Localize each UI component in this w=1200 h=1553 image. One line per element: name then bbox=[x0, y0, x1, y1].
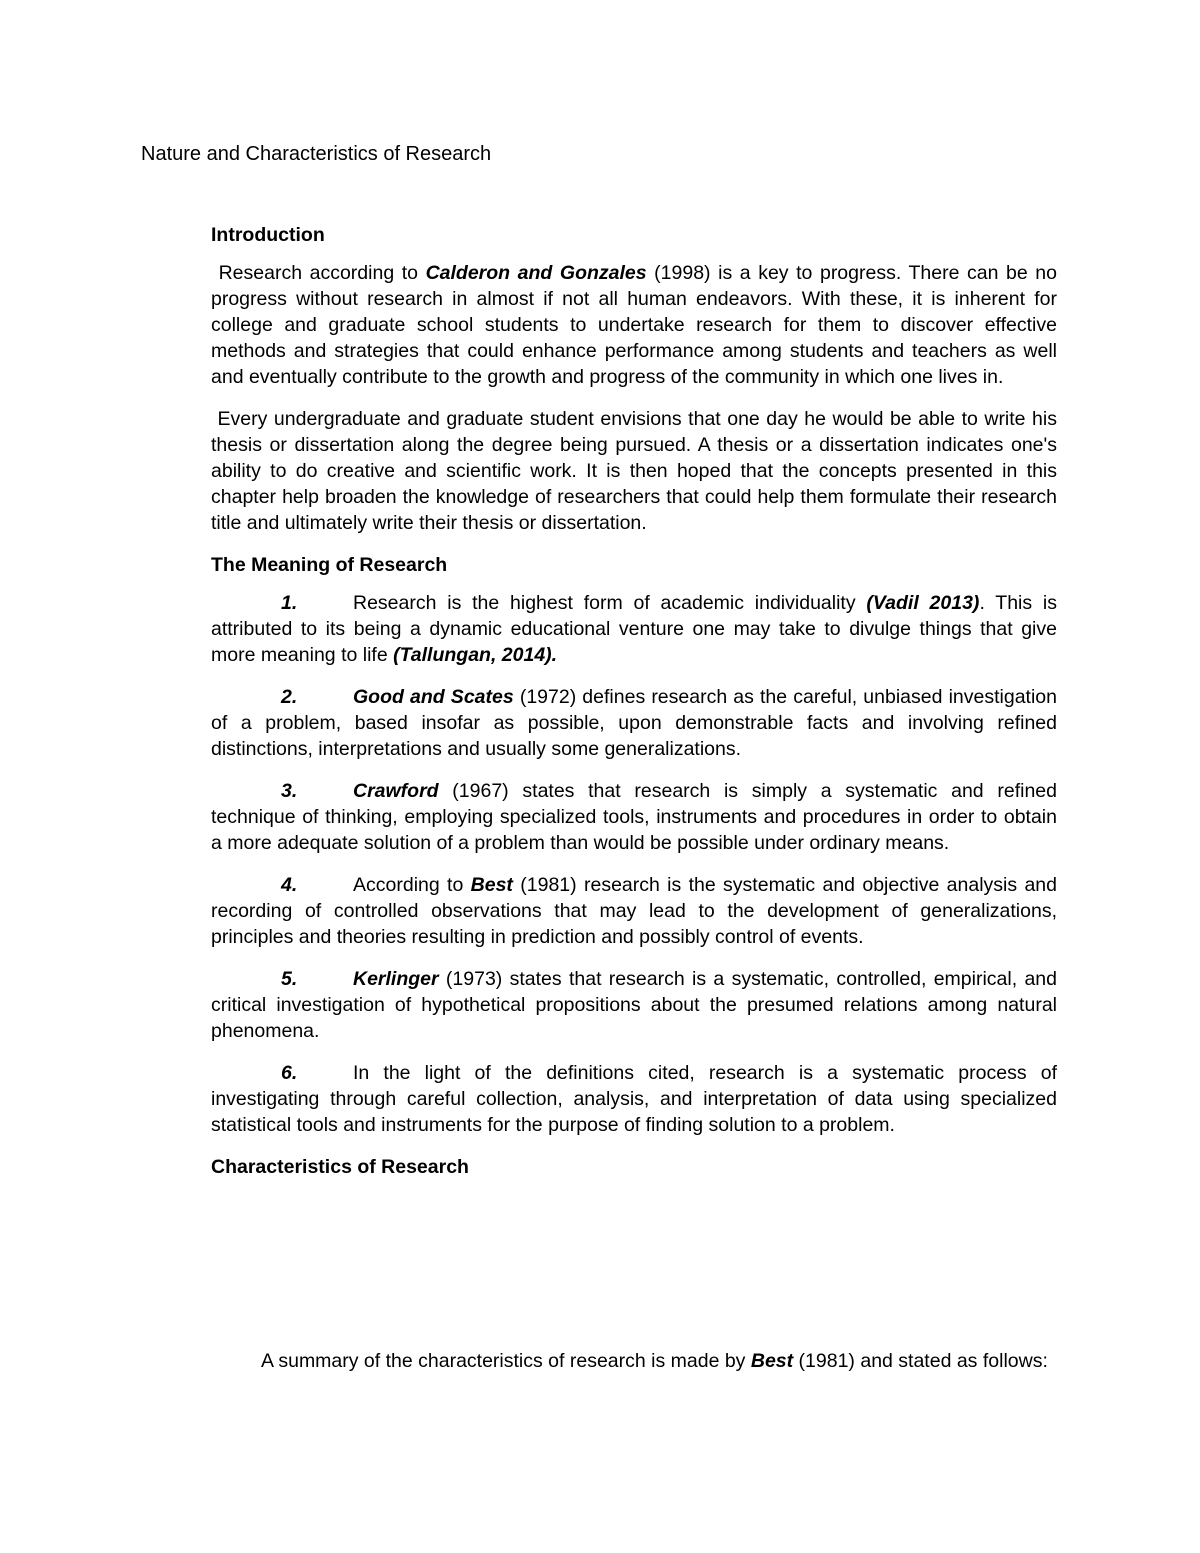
definition-text: (1967) states that research is simply a systematic and refined technique of thinking, employing specialized tools, instruments and procedures in order to obtain a more adequate solution of a problem than would be possible under ordinary means. bbox=[211, 780, 1057, 854]
definition-number: 5. bbox=[281, 968, 298, 990]
summary-author: Best bbox=[750, 1349, 794, 1372]
characteristics-heading: Characteristics of Research bbox=[211, 1156, 469, 1178]
definition-item bbox=[211, 872, 1057, 950]
definition-author: Kerlinger bbox=[353, 968, 439, 990]
definition-item bbox=[211, 966, 1057, 1044]
definition-number: 4. bbox=[281, 874, 298, 896]
document-title: Nature and Characteristics of Research bbox=[141, 143, 492, 165]
definition-author: Good and Scates bbox=[353, 686, 514, 708]
definition-number: 6. bbox=[281, 1062, 298, 1084]
definition-item bbox=[211, 778, 1057, 856]
characteristics-summary bbox=[141, 1348, 1057, 1374]
intro-p1-before: Research according to bbox=[218, 262, 426, 284]
definition-text: According to bbox=[353, 874, 471, 896]
definition-citation: (Vadil 2013) bbox=[866, 592, 980, 614]
definition-item bbox=[211, 590, 1057, 668]
summary-before: A summary of the characteristics of research is made by bbox=[261, 1349, 751, 1372]
definition-text: (1972) defines research as the careful, unbiased investigation of a problem, based insofar as possible, upon demonstrable facts and involving refined distinctions, interpretations and usually some generalizations. bbox=[211, 686, 1057, 760]
definition-number: 3. bbox=[281, 780, 298, 802]
document-body bbox=[211, 222, 1057, 1192]
definition-citation: (Tallungan, 2014). bbox=[393, 644, 558, 666]
introduction-paragraph-2 bbox=[211, 406, 1057, 536]
definition-author: Crawford bbox=[353, 780, 439, 802]
intro-p1-after: (1998) is a key to progress. There can be no progress without research in almost if not all human endeavors. With these, it is inherent for college and graduate school students to undertake research for them to discover effective methods and strategies that could enhance performance among students and teachers as well and eventually contribute to the growth and progress of the community in which one lives in. bbox=[211, 262, 1057, 388]
summary-after: (1981) and stated as follows: bbox=[793, 1349, 1048, 1372]
definition-text: In the light of the definitions cited, research is a systematic process of investigating through careful collection, analysis, and interpretation of data using specialized statistical tools and instruments for the purpose of finding solution to a problem. bbox=[211, 1062, 1057, 1136]
meaning-heading: The Meaning of Research bbox=[211, 554, 448, 576]
intro-p1-authors: Calderon and Gonzales bbox=[425, 262, 647, 284]
definition-text: Research is the highest form of academic individuality bbox=[353, 592, 867, 614]
definition-item bbox=[211, 684, 1057, 762]
introduction-paragraph-1 bbox=[211, 260, 1057, 390]
definition-number: 1. bbox=[281, 592, 298, 614]
intro-p2-text: Every undergraduate and graduate student envisions that one day he would be able to write his thesis or dissertation along the degree being pursued. A thesis or a dissertation indicates one's ability to do creative and scientific work. It is then hoped that the concepts presented in this chapter help broaden the knowledge of researchers that could help them formulate their research title and ultimately write their thesis or dissertation. bbox=[211, 408, 1057, 534]
definition-author: Best bbox=[470, 874, 513, 896]
definition-text: (1973) states that research is a systematic, controlled, empirical, and critical investigation of hypothetical propositions about the presumed relations among natural phenomena. bbox=[211, 968, 1057, 1042]
introduction-heading: Introduction bbox=[211, 224, 325, 246]
definition-item bbox=[211, 1060, 1057, 1138]
definition-number: 2. bbox=[281, 686, 298, 708]
definition-text: . This is attributed to its being a dynamic educational venture one may take to divulge things that give more meaning to life bbox=[211, 592, 1058, 666]
definition-text: (1981) research is the systematic and objective analysis and recording of controlled observations that may lead to the development of generalizations, principles and theories resulting in prediction and possibly control of events. bbox=[211, 874, 1057, 948]
